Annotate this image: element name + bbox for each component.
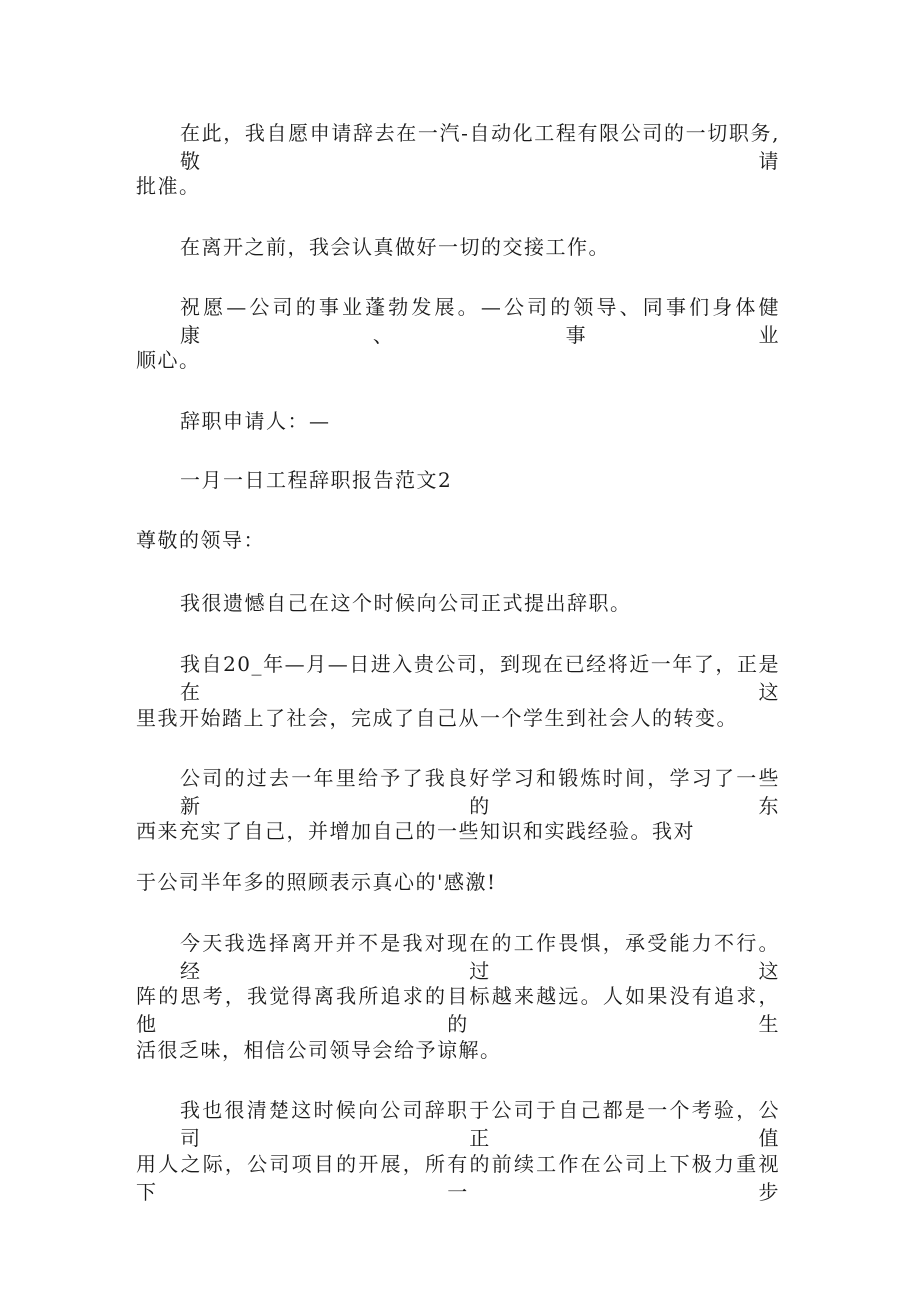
text-line: 公司的过去一年里给予了我良好学习和锻炼时间，学习了一些新的东 bbox=[180, 766, 780, 818]
text-line: 祝愿—公司的事业蓬勃发展。—公司的领导、同事们身体健康、事业 bbox=[180, 295, 780, 347]
section-heading: 一月一日工程辞职报告范文2 bbox=[180, 468, 453, 492]
text-line: 今天我选择离开并不是我对现在的工作畏惧，承受能力不行。经过这 bbox=[180, 931, 780, 983]
text-line: 于公司半年多的照顾表示真心的'感激! bbox=[136, 870, 497, 894]
text-line: 用人之际，公司项目的开展，所有的前续工作在公司上下极力重视下一步 bbox=[136, 1152, 780, 1204]
signature-line: 辞职申请人：— bbox=[180, 409, 331, 433]
text-line: 我很遗憾自己在这个时候向公司正式提出辞职。 bbox=[180, 591, 632, 615]
text-line: 阵的思考，我觉得离我所追求的目标越来越远。人如果没有追求，他的生 bbox=[136, 984, 780, 1036]
text-line: 批准。 bbox=[136, 174, 201, 198]
text-line: 西来充实了自己，并增加自己的一些知识和实践经验。我对 bbox=[136, 819, 695, 843]
text-line: 活很乏味，相信公司领导会给予谅解。 bbox=[136, 1038, 502, 1062]
text-line: 顺心。 bbox=[136, 348, 201, 372]
text-line: 里我开始踏上了社会，完成了自己从一个学生到社会人的转变。 bbox=[136, 706, 738, 730]
text-line: 在离开之前，我会认真做好一切的交接工作。 bbox=[180, 235, 610, 259]
text-line: 我自20_年—月—日进入贵公司，到现在已经将近一年了，正是在这 bbox=[180, 652, 780, 704]
text-line: 在此，我自愿申请辞去在一汽-自动化工程有限公司的一切职务,敬请 bbox=[180, 121, 780, 173]
salutation: 尊敬的领导： bbox=[136, 528, 265, 552]
text-line: 我也很清楚这时候向公司辞职于公司于自己都是一个考验，公司正值 bbox=[180, 1098, 780, 1150]
